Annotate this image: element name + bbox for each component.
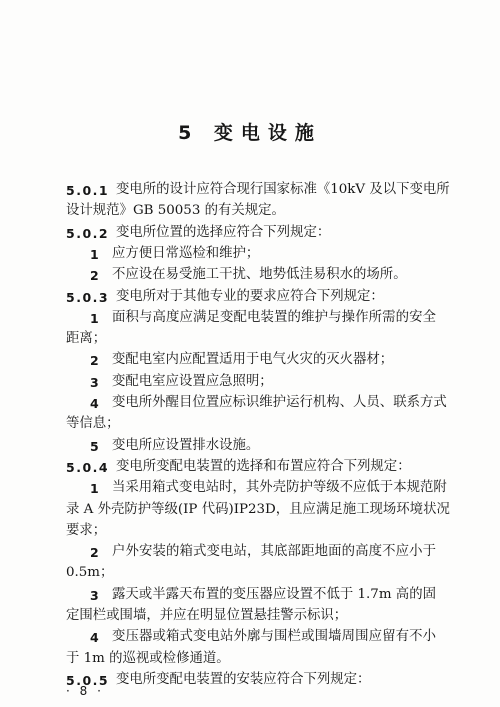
item-text: 变电所外醒目位置应标识维护运行机构、人员、联系方式 xyxy=(112,395,447,410)
item-text: 等信息； xyxy=(66,416,120,432)
item-text: 变电所应设置排水设施。 xyxy=(112,437,260,453)
item-text: 当采用箱式变电站时，其外壳防护等级不应低于本规范附 xyxy=(112,480,447,496)
item-number: 4 xyxy=(90,396,99,411)
item-text: 录 A 外壳防护等级(IP 代码)IP23D，且应满足施工现场环境状况 xyxy=(66,501,450,517)
clause-text: 变电所的设计应符合现行国家标准《10kV 及以下变电所 xyxy=(116,182,450,197)
clause-number: 5.0.3 xyxy=(66,289,110,305)
page-number: · 8 · xyxy=(66,684,104,698)
clause-number: 5.0.2 xyxy=(66,225,110,241)
item-number: 5 xyxy=(90,438,99,454)
item-text: 0.5m； xyxy=(66,565,114,581)
clause-number: 5.0.5 xyxy=(66,672,110,688)
item-number: 1 xyxy=(90,481,99,497)
item-text: 变配电室应设置应急照明； xyxy=(112,373,273,389)
item-text: 变压器或箱式变电站外廓与围栏或围墙周围应留有不小 xyxy=(112,629,436,645)
item-text: 应方便日常巡检和维护； xyxy=(112,245,260,261)
item-text: 于 1m 的巡视或检修通道。 xyxy=(66,650,230,666)
item-number: 4 xyxy=(90,630,99,646)
clause-text: 变电所对于其他专业的要求应符合下列规定： xyxy=(116,288,384,304)
clause-text: 变电所变配电装置的安装应符合下列规定： xyxy=(116,671,371,687)
item-text: 距离； xyxy=(66,331,107,347)
item-number: 2 xyxy=(90,268,99,284)
chapter-title: 5 变电设施 xyxy=(178,122,322,144)
item-text: 不应设在易受施工干扰、地势低洼易积水的场所。 xyxy=(112,267,407,283)
item-text: 户外安装的箱式变电站，其底部距地面的高度不应小于 xyxy=(112,544,436,560)
clause-text: 变电所位置的选择应符合下列规定： xyxy=(116,224,331,240)
clause-number: 5.0.4 xyxy=(66,459,110,475)
item-number: 3 xyxy=(90,374,99,390)
item-text: 露天或半露天布置的变压器应设置不低于 1.7m 高的固 xyxy=(112,586,436,602)
item-number: 1 xyxy=(90,310,99,326)
clause-number: 5.0.1 xyxy=(66,183,110,198)
item-text: 面积与高度应满足变配电装置的维护与操作所需的安全 xyxy=(112,309,436,325)
item-number: 1 xyxy=(90,246,99,262)
clause-text: 变电所变配电装置的选择和布置应符合下列规定： xyxy=(116,458,411,474)
item-number: 2 xyxy=(90,545,99,561)
clause-text: 设计规范》GB 50053 的有关规定。 xyxy=(66,203,285,219)
item-number: 2 xyxy=(90,353,99,369)
item-text: 要求； xyxy=(66,522,107,538)
item-number: 3 xyxy=(90,587,99,603)
item-text: 变配电室内应配置适用于电气火灾的灭火器材； xyxy=(112,352,394,368)
item-text: 定围栏或围墙，并应在明显位置悬挂警示标识； xyxy=(66,608,348,623)
